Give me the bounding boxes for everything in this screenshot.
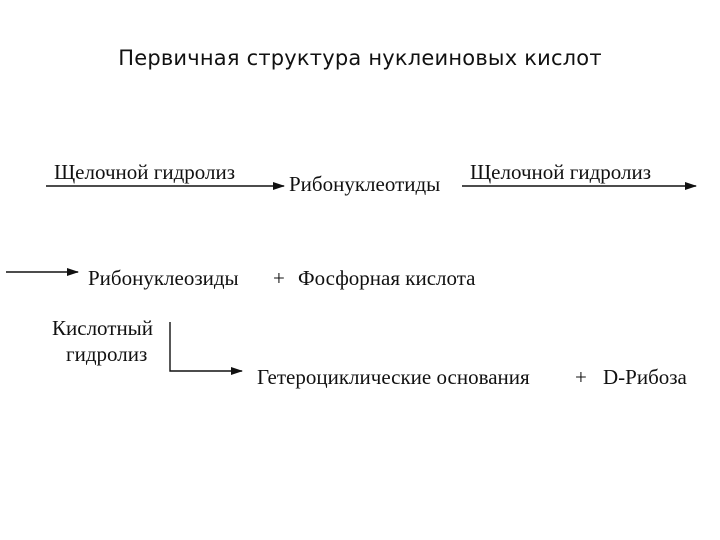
step2-product-b-label: Фосфорная кислота [298,266,476,290]
step1-condition-label: Щелочной гидролиз [54,160,236,184]
step3-product-a-label: Гетероциклические основания [257,365,530,389]
arrow-step3 [170,322,242,371]
step2-product-a-label: Рибонуклеозиды [88,266,239,290]
slide-title: Первичная структура нуклеиновых кислот [118,46,602,70]
step1-product-label: Рибонуклеотиды [289,172,441,196]
plus-sign-2: + [575,365,587,389]
plus-sign-1: + [273,266,285,290]
step3-condition-line2: гидролиз [66,342,148,366]
step3-product-b-label: D-Рибоза [603,365,687,389]
step3-condition-line1: Кислотный [52,316,154,340]
step2-condition-label: Щелочной гидролиз [470,160,652,184]
